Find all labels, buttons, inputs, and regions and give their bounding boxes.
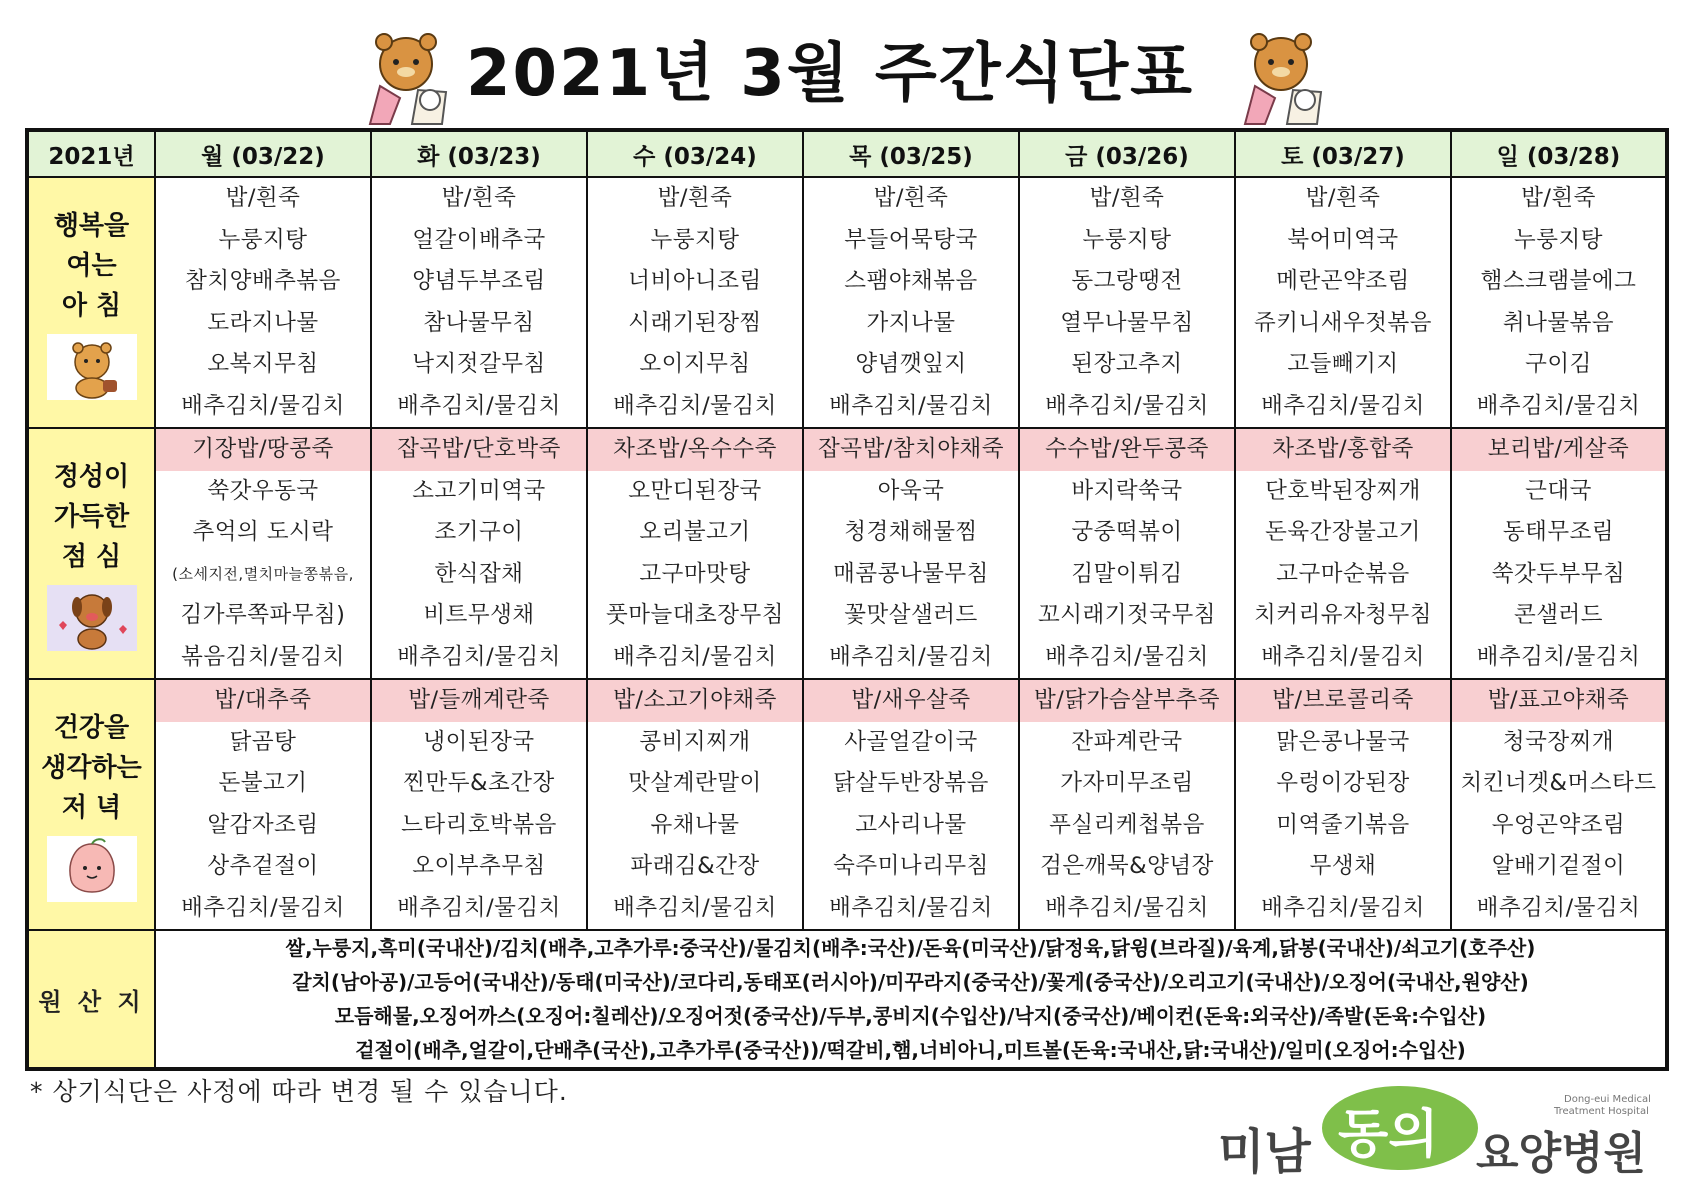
menu-item: 배추김치/물김치 [1045,894,1209,921]
menu-item: 부들어묵탕국 [844,226,978,253]
lunch-thu [803,428,1019,679]
header-day-sat: 토 (03/27) [1235,130,1451,177]
menu-item-porridge: 밥/브로콜리죽 [1236,680,1450,722]
change-notice: * 상기식단은 사정에 따라 변경 될 수 있습니다. [30,1077,568,1106]
lunch-wed [587,428,803,679]
menu-item: 배추김치/물김치 [1476,392,1641,419]
origin-text [155,930,1667,1069]
dinner-sun [1451,679,1667,930]
menu-item: 오만디된장국 [628,477,762,504]
breakfast-thu [803,177,1019,428]
menu-item: 배추김치/물김치 [181,894,345,921]
dinner-mon [155,679,371,930]
menu-item: 배추김치/물김치 [1261,643,1425,670]
logo-name-left: 미남 [1218,1124,1311,1180]
menu-item: 배추김치/물김치 [1261,894,1425,921]
menu-item: 오복지무침 [207,351,319,377]
origin-line: 쌀,누룽지,흑미(국내산)/김치(배추,고추가루:중국산)/물김치(배추:국산)/돈육(미국산)/닭정육,닭윙(브라질)/육계,닭봉(국내산)/쇠고기(호주산) [285,936,1536,960]
menu-item: 시래기된장찜 [628,309,762,336]
logo-english-line1: Dong-eui Medical [1564,1094,1651,1105]
lunch-sat [1235,428,1451,679]
menu-item: 얼갈이배추국 [412,226,546,253]
menu-item-porridge: 밥/표고야채죽 [1452,680,1665,722]
origin-line: 겉절이(배추,얼갈이,단배추(국산),고추가루(중국산))/떡갈비,햄,너비아니,미트볼(돈육:국내산,닭:국내산)/일미(오징어:수입산) [355,1038,1466,1062]
title-row [0,0,1689,128]
menu-item: 밥/흰죽 [657,185,733,211]
dinner-row [27,679,1667,930]
header-day-thu: 목 (03/25) [803,130,1019,177]
breakfast-tue [371,177,587,428]
menu-item: 배추김치/물김치 [829,894,993,921]
breakfast-sat [1235,177,1451,428]
menu-item: 배추김치/물김치 [1476,894,1641,921]
menu-item: 누룽지탕 [218,226,308,253]
logo-name-mid: 동의 [1338,1105,1439,1165]
menu-item: 배추김치/물김치 [1476,643,1641,670]
peach-character-icon [47,836,137,902]
menu-item: 미역줄기볶음 [1276,811,1410,838]
menu-item: 양념두부조림 [412,268,546,294]
breakfast-sun [1451,177,1667,428]
menu-item: 밥/흰죽 [225,185,301,211]
breakfast-label [27,177,155,428]
menu-item: 김가루쪽파무침) [180,602,346,628]
bear-waving-icon [47,334,137,400]
breakfast-row [27,177,1667,428]
menu-item: 돈불고기 [218,770,308,796]
menu-item: 가자미무조림 [1060,770,1194,796]
menu-item: 낙지젓갈무침 [412,351,546,377]
menu-item: 검은깨묵&양념장 [1040,853,1214,879]
menu-item: 콘샐러드 [1514,602,1603,628]
menu-item: 무생채 [1309,853,1377,879]
menu-item-porridge: 보리밥/게살죽 [1452,429,1665,471]
menu-item: 메란곤약조림 [1276,268,1410,294]
origin-label: 원 산 지 [27,930,155,1069]
menu-item: 밥/흰죽 [1521,185,1596,211]
menu-item: 누룽지탕 [1082,226,1172,253]
meal-label-line: 아 침 [61,290,122,321]
lunch-sun [1451,428,1667,679]
meal-label-line: 점 심 [61,541,122,572]
menu-item: 도라지나물 [207,309,319,336]
menu-item: 참치양배추볶음 [185,268,341,294]
menu-item: 돈육간장불고기 [1265,519,1421,545]
dinner-sat [1235,679,1451,930]
menu-item-porridge: 밥/닭가슴살부추죽 [1020,680,1234,722]
breakfast-wed [587,177,803,428]
menu-item: 열무나물무침 [1060,309,1194,336]
header-corner: 2021년 [27,130,155,177]
menu-item: 밥/흰죽 [1305,185,1381,211]
menu-item: 고들빼기지 [1287,351,1399,377]
menu-item: 청국장찌개 [1502,728,1615,755]
logo-english-line2: Treatment Hospital [1554,1106,1649,1117]
menu-item: 푸실리케첩볶음 [1049,811,1205,838]
menu-item: 숙주미나리무침 [833,853,989,879]
dinner-fri [1019,679,1235,930]
menu-item: 바지락쑥국 [1071,477,1183,504]
lunch-label [27,428,155,679]
menu-item: 누룽지탕 [1514,226,1603,253]
meal-label-line: 가득한 [53,501,130,532]
bear-character-icon [1225,28,1337,126]
meal-label-line: 생각하는 [41,752,142,783]
dinner-label [27,679,155,930]
menu-item: 누룽지탕 [650,226,740,253]
menu-item: 꽃맛살샐러드 [844,602,978,628]
weekly-menu-table [25,128,1669,1071]
header-row [27,130,1667,177]
menu-item: 치킨너겟&머스타드 [1460,770,1657,796]
menu-item: 동그랑땡전 [1071,268,1183,294]
menu-item: 콩비지찌개 [639,728,751,755]
meal-label-line: 행복을 [53,210,130,241]
logo-name-right: 요양병원 [1476,1128,1647,1179]
dinner-thu [803,679,1019,930]
menu-item: 밥/흰죽 [1089,185,1165,211]
menu-item: 배추김치/물김치 [613,894,777,921]
menu-item: 배추김치/물김치 [613,643,777,670]
origin-line: 모듬해물,오징어까스(오징어:칠레산)/오징어젓(중국산)/두부,콩비지(수입산)/낙지(중국산)/베이컨(돈육:외국산)/족발(돈육:수입산) [334,1004,1487,1028]
menu-item: 잔파계란국 [1071,728,1183,755]
menu-item: 배추김치/물김치 [829,643,993,670]
menu-item: 김말이튀김 [1071,560,1183,587]
header-day-sun: 일 (03/28) [1451,130,1667,177]
menu-item: 북어미역국 [1287,226,1399,253]
menu-item: 양념깻잎지 [855,351,967,377]
menu-item: 우엉곤약조림 [1491,811,1626,838]
menu-item: 배추김치/물김치 [397,643,561,670]
page-title: 2021년 3월 주간식단표 [466,37,1194,111]
menu-item: 볶음김치/물김치 [181,643,345,670]
menu-item-porridge: 잡곡밥/단호박죽 [372,429,586,471]
menu-item: 배추김치/물김치 [1261,392,1425,419]
menu-item: 찐만두&초간장 [403,770,555,796]
menu-item: 치커리유자청무침 [1254,602,1432,628]
origin-line: 갈치(남아공)/고등어(국내산)/동태(미국산)/코다리,동태포(러시아)/미꾸라지(중국산)/꽃게(중국산)/오리고기(국내산)/오징어(국내산,원양산) [292,970,1529,994]
menu-item: 닭곰탕 [229,728,297,755]
menu-item: 상추겉절이 [207,853,319,879]
menu-item: 밥/흰죽 [873,185,949,211]
menu-item: 소고기미역국 [412,477,546,504]
menu-item: 된장고추지 [1071,351,1183,377]
menu-item: 배추김치/물김치 [397,392,561,419]
dinner-wed [587,679,803,930]
menu-item: 오이부추무침 [412,853,546,879]
meal-label-line: 여는 [66,250,117,281]
menu-item: 유채나물 [650,811,740,838]
menu-item: 배추김치/물김치 [829,392,993,419]
breakfast-fri [1019,177,1235,428]
menu-item: 너비아니조림 [628,268,762,294]
menu-item: 냉이된장국 [423,728,535,755]
meal-label-line: 건강을 [53,712,130,743]
menu-item: 스팸야채볶음 [844,268,978,294]
menu-item: 참나물무침 [423,309,535,336]
menu-item: 비트무생채 [423,602,535,628]
origin-row [27,930,1667,1069]
menu-item: 오이지무침 [639,351,751,377]
menu-item-porridge: 수수밥/완두콩죽 [1020,429,1234,471]
menu-item: 구이김 [1525,351,1592,377]
header-day-fri: 금 (03/26) [1019,130,1235,177]
menu-item: 느타리호박볶음 [401,811,557,838]
menu-item: 추억의 도시락 [192,519,334,545]
header-day-mon: 월 (03/22) [155,130,371,177]
menu-item: 풋마늘대초장무침 [606,602,784,628]
menu-item: 고사리나물 [855,811,967,838]
menu-item-porridge: 밥/새우살죽 [804,680,1018,722]
menu-item: 배추김치/물김치 [181,392,345,419]
menu-item-porridge: 기장밥/땅콩죽 [156,429,370,471]
menu-item: 취나물볶음 [1502,309,1615,336]
menu-item: 쑥갓두부무침 [1491,560,1626,587]
menu-item: 밥/흰죽 [441,185,517,211]
menu-item: 아욱국 [877,477,945,504]
menu-item: 배추김치/물김치 [1045,643,1209,670]
menu-item: 고구마순볶음 [1276,560,1410,587]
meal-label-line: 정성이 [53,461,130,492]
meal-label-line: 저 녁 [61,792,122,823]
menu-item: 동태무조림 [1502,519,1615,545]
menu-item: 닭살두반장볶음 [833,770,989,796]
menu-item: 단호박된장찌개 [1265,477,1421,504]
breakfast-mon [155,177,371,428]
menu-item: 맛살계란말이 [628,770,762,796]
menu-item: 가지나물 [866,309,956,336]
header-day-wed: 수 (03/24) [587,130,803,177]
dog-character-icon [47,585,137,651]
menu-item: 맑은콩나물국 [1276,728,1410,755]
menu-item: 청경채해물찜 [844,519,978,545]
menu-item: 배추김치/물김치 [613,392,777,419]
menu-item: (소세지전,멸치마늘쫑볶음, [172,564,354,583]
menu-item: 매콤콩나물무침 [833,560,989,587]
menu-item: 꼬시래기젓국무침 [1038,602,1216,628]
menu-item: 사골얼갈이국 [844,728,978,755]
menu-item: 쥬키니새우젓볶음 [1254,309,1432,336]
menu-item: 배추김치/물김치 [1045,392,1209,419]
menu-item: 알배기겉절이 [1491,853,1626,879]
menu-item: 햄스크램블에그 [1480,268,1637,294]
header-day-tue: 화 (03/23) [371,130,587,177]
lunch-mon [155,428,371,679]
menu-item-porridge: 잡곡밥/참치야채죽 [804,429,1018,471]
menu-item: 오리불고기 [639,519,751,545]
dinner-tue [371,679,587,930]
menu-item: 조기구이 [434,519,524,545]
menu-item-porridge: 밥/소고기야채죽 [588,680,802,722]
menu-item: 알감자조림 [207,811,319,838]
menu-item: 배추김치/물김치 [397,894,561,921]
menu-item: 한식잡채 [434,560,524,587]
menu-item: 쑥갓우동국 [207,477,319,504]
menu-item-porridge: 밥/대추죽 [156,680,370,722]
menu-item: 파래김&간장 [630,853,760,879]
menu-item-porridge: 밥/들깨계란죽 [372,680,586,722]
menu-item: 궁중떡볶이 [1071,519,1183,545]
lunch-row [27,428,1667,679]
menu-item-porridge: 차조밥/옥수수죽 [588,429,802,471]
menu-item: 근대국 [1525,477,1592,504]
menu-item-porridge: 차조밥/홍합죽 [1236,429,1450,471]
lunch-fri [1019,428,1235,679]
menu-item: 우렁이강된장 [1276,770,1410,796]
lunch-tue [371,428,587,679]
menu-item: 고구마맛탕 [639,560,751,587]
hospital-logo [1210,1080,1670,1180]
